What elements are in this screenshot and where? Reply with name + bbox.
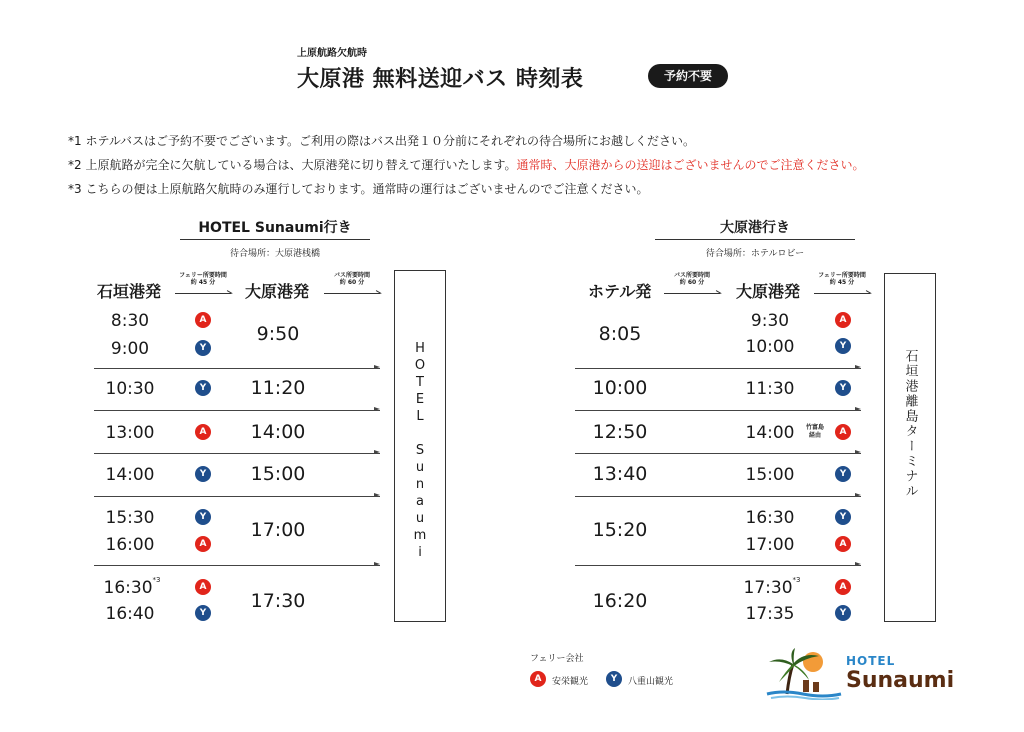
row-divider xyxy=(575,368,861,369)
left-bus-time: 14:00 xyxy=(250,421,306,443)
right-bus-time: 13:40 xyxy=(592,463,648,485)
left-ferry-time: 16:30$^{*3}$ xyxy=(103,576,161,598)
right-ferry-time: 11:30 xyxy=(745,379,795,399)
yaeyama-badge: Y xyxy=(835,605,851,621)
left-ferry-time: 15:30 xyxy=(105,508,155,528)
right-bus-time: 15:20 xyxy=(592,519,648,541)
anei-badge: A xyxy=(835,312,851,328)
left-bus-time: 9:50 xyxy=(256,323,300,345)
left-ferry-duration: フェリー所要時間 約 45 分 xyxy=(175,272,231,294)
right-ferry-time: 14:00 xyxy=(745,423,795,443)
right-destination-box xyxy=(884,273,936,622)
right-bus-time: 8:05 xyxy=(598,323,642,345)
right-ferry-time: 17:30$^{*3}$ xyxy=(743,576,801,598)
yaeyama-badge: Y xyxy=(835,338,851,354)
left-ferry-time: 13:00 xyxy=(105,423,155,443)
anei-badge: A xyxy=(530,671,546,687)
row-divider xyxy=(575,410,861,411)
note-3: *3 こちらの便は上原航路欠航時のみ運行しております。通常時の運行はございませんのでご注意ください。 xyxy=(68,182,649,196)
right-destination-label: 石垣港離島ターミナル xyxy=(902,349,918,499)
left-bus-time: 11:20 xyxy=(250,377,306,399)
row-divider xyxy=(575,565,861,566)
anei-badge: A xyxy=(835,536,851,552)
right-ferry-time: 16:30 xyxy=(745,508,795,528)
left-ferry-time: 16:00 xyxy=(105,535,155,555)
yaeyama-badge: Y xyxy=(835,466,851,482)
left-col-ohara: 大原港発 xyxy=(245,282,310,301)
arrow-icon xyxy=(175,287,231,294)
left-ferry-time: 8:30 xyxy=(110,311,150,331)
row-divider xyxy=(575,453,861,454)
left-bus-time: 17:30 xyxy=(250,590,306,612)
right-title-underline xyxy=(655,239,855,240)
right-section-title: 大原港行き xyxy=(720,220,790,236)
left-waiting-place: 待合場所：大原港桟橋 xyxy=(229,249,320,259)
anei-badge: A xyxy=(195,579,211,595)
row-divider xyxy=(94,368,380,369)
row-divider xyxy=(94,565,380,566)
note-2: *2 上原航路が完全に欠航している場合は、大原港発に切り替えて運行いたします。通常時、大原港からの送迎はございませんのでご注意ください。 xyxy=(68,158,865,172)
right-ferry-time: 15:00 xyxy=(745,465,795,485)
right-bus-time: 12:50 xyxy=(592,421,648,443)
right-ferry-time: 9:30 xyxy=(750,311,790,331)
arrow-icon xyxy=(814,287,870,294)
right-ferry-duration: フェリー所要時間 約 45 分 xyxy=(814,272,870,294)
logo-sunaumi-text: Sunaumi xyxy=(846,668,955,693)
right-bus-time: 16:20 xyxy=(592,590,648,612)
right-ferry-time: 17:35 xyxy=(745,604,795,624)
left-col-ishigaki: 石垣港発 xyxy=(97,282,162,301)
right-col-hotel: ホテル発 xyxy=(588,282,652,301)
logo-hotel-text: HOTEL xyxy=(846,654,896,668)
legend-anei-label: 安栄観光 xyxy=(552,677,589,687)
right-bus-time: 10:00 xyxy=(592,377,648,399)
left-destination-label: HOTEL Sunaumi xyxy=(412,341,428,562)
row-divider xyxy=(575,496,861,497)
note-1: *1 ホテルバスはご予約不要でございます。ご利用の際はバス出発１０分前にそれぞれの待合場所にお越しください。 xyxy=(68,134,696,148)
yaeyama-badge: Y xyxy=(835,509,851,525)
header-kicker: 上原航路欠航時 xyxy=(297,48,367,59)
legend-yaeyama-label: 八重山観光 xyxy=(628,677,674,687)
anei-badge: A xyxy=(195,312,211,328)
yaeyama-badge: Y xyxy=(195,509,211,525)
anei-badge: A xyxy=(835,579,851,595)
yaeyama-badge: Y xyxy=(195,380,211,396)
right-bus-duration: バス所要時間 約 60 分 xyxy=(664,272,720,294)
right-ferry-time: 17:00 xyxy=(745,535,795,555)
yaeyama-badge: Y xyxy=(195,466,211,482)
left-ferry-time: 10:30 xyxy=(105,379,155,399)
row-divider xyxy=(94,410,380,411)
no-reservation-badge: 予約不要 xyxy=(648,64,728,88)
anei-badge: A xyxy=(835,424,851,440)
palm-tree-icon xyxy=(763,648,843,700)
left-title-underline xyxy=(180,239,370,240)
left-bus-time: 15:00 xyxy=(250,463,306,485)
footnote-3-marker: *3 xyxy=(152,576,161,584)
left-bus-duration: バス所要時間 約 60 分 xyxy=(324,272,380,294)
yaeyama-badge: Y xyxy=(195,605,211,621)
hotel-logo-icon xyxy=(763,648,843,700)
anei-badge: A xyxy=(195,424,211,440)
row-divider xyxy=(94,496,380,497)
footnote-3-marker: *3 xyxy=(792,576,801,584)
left-ferry-time: 14:00 xyxy=(105,465,155,485)
anei-badge: A xyxy=(195,536,211,552)
row-divider xyxy=(94,453,380,454)
right-waiting-place: 待合場所：ホテルロビー xyxy=(705,249,805,259)
left-bus-time: 17:00 xyxy=(250,519,306,541)
left-destination-box xyxy=(394,270,446,622)
page-title: 大原港 無料送迎バス 時刻表 xyxy=(297,67,584,92)
left-section-title: HOTEL Sunaumi行き xyxy=(198,220,352,236)
arrow-icon xyxy=(664,287,720,294)
yaeyama-badge: Y xyxy=(195,340,211,356)
right-col-ohara: 大原港発 xyxy=(736,282,801,301)
arrow-icon xyxy=(324,287,380,294)
via-taketomi-note: 竹富島 経由 xyxy=(805,424,824,439)
right-ferry-time: 10:00 xyxy=(745,337,795,357)
yaeyama-badge: Y xyxy=(835,380,851,396)
yaeyama-badge: Y xyxy=(606,671,622,687)
left-ferry-time: 9:00 xyxy=(110,339,150,359)
legend-title: フェリー会社 xyxy=(530,654,584,664)
left-ferry-time: 16:40 xyxy=(105,604,155,624)
